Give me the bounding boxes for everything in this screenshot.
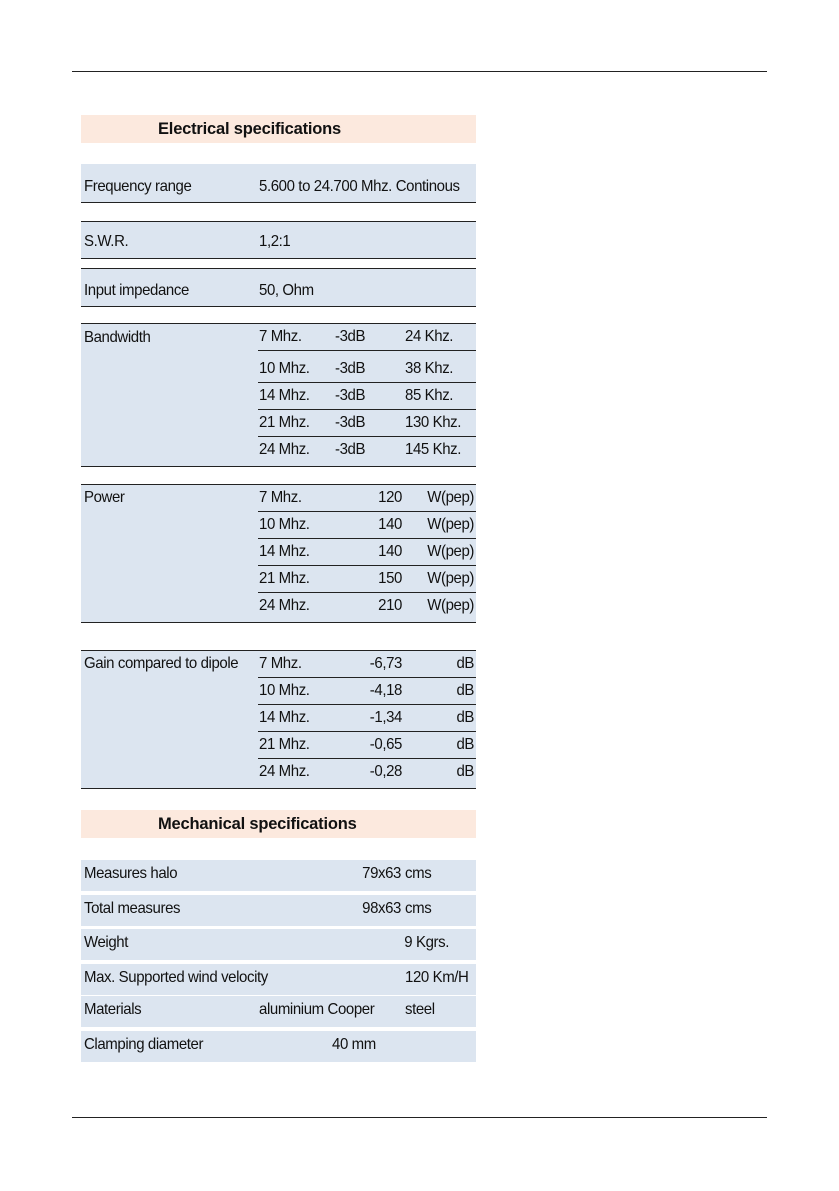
wind-velocity-value: 120 Km/H [405, 968, 469, 987]
bandwidth-row [258, 325, 476, 351]
gain-row [258, 733, 476, 759]
gain-unit: dB [456, 654, 474, 673]
power-block [81, 485, 476, 623]
bandwidth-value: 38 Khz. [405, 359, 454, 378]
total-measures-row [81, 895, 476, 926]
power-row [258, 486, 476, 512]
power-band: 7 Mhz. [259, 488, 302, 507]
power-value: 140 [378, 515, 402, 534]
bandwidth-row [258, 411, 476, 437]
gain-value: -0,65 [369, 735, 402, 754]
power-row [258, 594, 476, 620]
bandwidth-row [258, 438, 476, 464]
bandwidth-band: 7 Mhz. [259, 327, 302, 346]
materials-row [81, 996, 476, 1027]
power-unit: W(pep) [427, 515, 474, 534]
input-impedance-row [81, 269, 476, 307]
bandwidth-band: 24 Mhz. [259, 440, 310, 459]
electrical-title-bar [81, 115, 476, 143]
bandwidth-band: 10 Mhz. [259, 359, 310, 378]
gain-value: -1,34 [369, 708, 402, 727]
power-value: 120 [378, 488, 402, 507]
measures-halo-unit: cms [405, 864, 432, 883]
gain-row [258, 652, 476, 678]
bandwidth-level: -3dB [335, 440, 366, 459]
bandwidth-band: 21 Mhz. [259, 413, 310, 432]
bandwidth-level: -3dB [335, 359, 366, 378]
wind-velocity-row [81, 964, 476, 995]
weight-value: 9 Kgrs. [404, 933, 449, 952]
power-row [258, 567, 476, 593]
clamping-diameter-row [81, 1031, 476, 1062]
gain-unit: dB [456, 708, 474, 727]
gain-band: 10 Mhz. [259, 681, 310, 700]
gain-value: -4,18 [369, 681, 402, 700]
frequency-range-row [81, 164, 476, 203]
electrical-title: Electrical specifications [158, 120, 342, 138]
wind-velocity-label: Max. Supported wind velocity [84, 968, 268, 987]
power-row [258, 540, 476, 566]
gain-unit: dB [456, 762, 474, 781]
gain-band: 24 Mhz. [259, 762, 310, 781]
total-measures-label: Total measures [84, 899, 181, 918]
materials-value-1: aluminium Cooper [259, 1000, 375, 1019]
power-label: Power [84, 488, 125, 507]
gain-band: 21 Mhz. [259, 735, 310, 754]
power-value: 140 [378, 542, 402, 561]
input-impedance-value: 50, Ohm [259, 281, 314, 300]
frequency-range-label: Frequency range [84, 177, 192, 196]
gain-band: 14 Mhz. [259, 708, 310, 727]
power-unit: W(pep) [427, 488, 474, 507]
bandwidth-value: 145 Khz. [405, 440, 462, 459]
total-measures-value: 98x63 [362, 899, 401, 918]
mechanical-title-bar [81, 810, 476, 838]
frequency-range-value: 5.600 to 24.700 Mhz. Continous [259, 177, 460, 196]
mechanical-title: Mechanical specifications [158, 815, 357, 833]
bandwidth-block [81, 324, 476, 467]
bandwidth-level: -3dB [335, 327, 366, 346]
power-row [258, 513, 476, 539]
measures-halo-label: Measures halo [84, 864, 178, 883]
bandwidth-value: 130 Khz. [405, 413, 462, 432]
bandwidth-label: Bandwidth [84, 328, 151, 347]
header-rule [72, 71, 767, 72]
power-band: 21 Mhz. [259, 569, 310, 588]
gain-value: -0,28 [369, 762, 402, 781]
bandwidth-level: -3dB [335, 386, 366, 405]
materials-value-2: steel [405, 1000, 435, 1019]
clamping-diameter-label: Clamping diameter [84, 1035, 204, 1054]
gain-block [81, 651, 476, 789]
gain-value: -6,73 [369, 654, 402, 673]
power-band: 14 Mhz. [259, 542, 310, 561]
gain-row [258, 679, 476, 705]
gain-row [258, 760, 476, 786]
bandwidth-value: 85 Khz. [405, 386, 454, 405]
bandwidth-band: 14 Mhz. [259, 386, 310, 405]
swr-row [81, 222, 476, 259]
weight-row [81, 929, 476, 960]
measures-halo-value: 79x63 [362, 864, 401, 883]
bandwidth-row [258, 357, 476, 383]
gain-band: 7 Mhz. [259, 654, 302, 673]
power-unit: W(pep) [427, 569, 474, 588]
power-value: 150 [378, 569, 402, 588]
footer-rule [72, 1117, 767, 1118]
power-unit: W(pep) [427, 596, 474, 615]
gain-unit: dB [456, 735, 474, 754]
bandwidth-row [258, 384, 476, 410]
power-band: 24 Mhz. [259, 596, 310, 615]
power-band: 10 Mhz. [259, 515, 310, 534]
measures-halo-row [81, 860, 476, 891]
power-unit: W(pep) [427, 542, 474, 561]
clamping-diameter-value: 40 mm [332, 1035, 376, 1054]
power-value: 210 [378, 596, 402, 615]
bandwidth-level: -3dB [335, 413, 366, 432]
materials-label: Materials [84, 1000, 142, 1019]
input-impedance-label: Input impedance [84, 281, 189, 300]
weight-label: Weight [84, 933, 129, 952]
gain-label: Gain compared to dipole [84, 654, 239, 673]
gain-row [258, 706, 476, 732]
total-measures-unit: cms [405, 899, 432, 918]
bandwidth-value: 24 Khz. [405, 327, 454, 346]
swr-value: 1,2:1 [259, 232, 291, 251]
swr-label: S.W.R. [84, 232, 129, 251]
gain-unit: dB [456, 681, 474, 700]
